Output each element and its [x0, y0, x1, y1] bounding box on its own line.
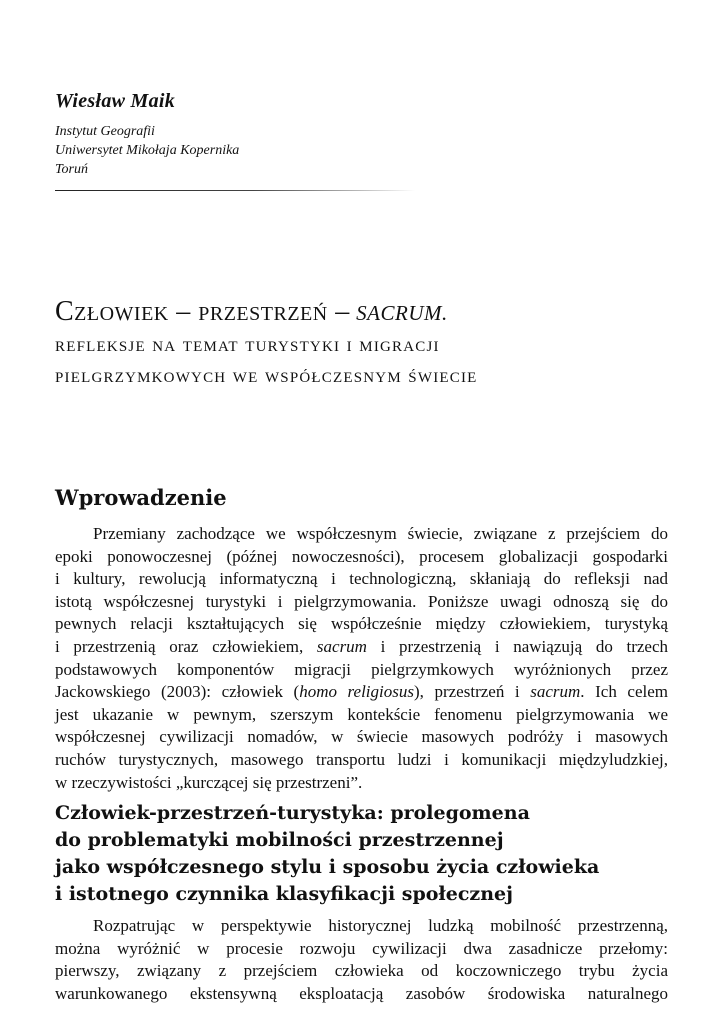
paragraph-line: Przemiany zachodzące we współczesnym świecie, związane z przejściem do: [93, 524, 668, 543]
affiliation-city: Toruń: [55, 162, 88, 177]
paragraph-line: i przestrzenią oraz człowiekiem, sacrum i przestrzenią i nawiązują do trzech: [55, 636, 669, 656]
section-heading-human-space-tourism: [55, 800, 675, 908]
section-heading-introduction: Wprowadzenie: [55, 485, 227, 510]
paragraph-line: pierwszy, związany z przejściem człowieka od koczowniczego trybu życia: [55, 961, 668, 981]
paragraph-line: istotą współczesnej turystyki i pielgrzymowania. Poniższe uwagi odnoszą się do: [55, 591, 668, 611]
title-line-3: pielgrzymkowych we współczesnym świecie: [55, 363, 478, 387]
article-title: [55, 296, 675, 391]
paragraph-line: można wyróżnić w procesie rozwoju cywilizacji dwa zasadnicze przełomy:: [55, 938, 668, 958]
header-divider: [55, 190, 415, 191]
title-main: Człowiek – przestrzeń –: [55, 296, 350, 327]
paragraph-line: epoki ponowoczesnej (późnej nowoczesności), procesem globalizacji gospodarki: [55, 546, 668, 566]
paragraph-line: jest ukazanie w pewnym, szerszym kontekście fenomenu pielgrzymowania we: [55, 704, 668, 724]
paragraph-line: warunkowanego ekstensywną eksploatacją zasobów środowiska naturalnego: [55, 983, 668, 1003]
paragraph-line: pewnych relacji kształtujących się współcześnie między człowiekiem, turystyką: [55, 614, 668, 634]
paragraph-line: współczesnej cywilizacji nomadów, w świecie masowych podróży i masowych: [55, 727, 668, 747]
affiliation-university: Uniwersytet Mikołaja Kopernika: [55, 143, 240, 158]
title-line-2: refleksje na temat turystyki i migracji: [55, 332, 440, 356]
introduction-paragraph: [55, 523, 668, 794]
heading-line: do problematyki mobilności przestrzennej: [55, 829, 504, 851]
paragraph-line: Jackowskiego (2003): człowiek (homo religiosus), przestrzeń i sacrum. Ich celem: [55, 682, 668, 702]
heading-line: Człowiek-przestrzeń-turystyka: prolegomena: [55, 802, 530, 824]
title-sacrum: SACRUM.: [356, 301, 448, 325]
paragraph-line: Rozpatrując w perspektywie historycznej ludzką mobilność przestrzenną,: [93, 916, 668, 935]
affiliation-institute: Instytut Geografii: [55, 124, 155, 139]
paragraph-line: i kultury, rewolucją informatyczną i technologiczną, skłaniają do refleksji nad: [55, 569, 668, 589]
section-2-paragraph: [55, 915, 668, 1005]
paragraph-line: ruchów turystycznych, masowego transportu ludzi i komunikacji międzyludzkiej,: [55, 749, 668, 769]
heading-line: jako współczesnego stylu i sposobu życia człowieka: [55, 856, 600, 878]
author-name: Wiesław Maik: [55, 90, 176, 112]
paragraph-line: w rzeczywistości „kurczącej się przestrzeni”.: [55, 772, 363, 792]
author-affiliation: [55, 122, 239, 179]
heading-line: i istotnego czynnika klasyfikacji społecznej: [55, 883, 513, 905]
title-line-1: [55, 296, 675, 329]
paragraph-line: podstawowych komponentów migracji pielgrzymkowych wyróżnionych przez: [55, 659, 668, 679]
